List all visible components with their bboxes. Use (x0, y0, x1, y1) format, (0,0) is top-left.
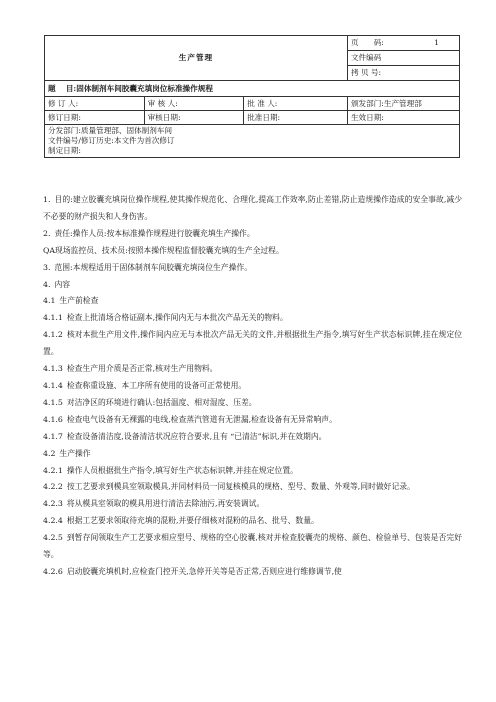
page-number-label: 页 码: (350, 38, 384, 47)
page-number-value: 1 (434, 38, 439, 47)
reviser-cell: 修 订 人: (45, 97, 145, 111)
copy-number-cell: 拷 贝 号: (347, 66, 459, 81)
approver-cell: 批 准 人: (244, 97, 348, 111)
distribution-departments: 分发部门:质量管理部、固体制剂车间 (48, 126, 173, 135)
list-item: 4.1.6 检查电气设备有无裸露的电线,检查蒸汽管道有无泄漏,检查设备有无异常响声。 (43, 414, 337, 424)
list-item: 4.2.5 到暂存间领取生产工艺要求相应型号、规格的空心胶囊,核对并检查胶囊壳的规格、颜色、检验单号、包装是否完好等。 (43, 533, 462, 560)
list-item: 4.1.7 检查设备清洁度,设备清洁状况应符合要求,且有 “已清洁”标识,并在效期内。 (43, 431, 327, 441)
list-item: 4.2.6 启动胶囊充填机时,应检查门控开关,急停开关等是否正常,否则应进行维修调节,使 (43, 566, 342, 576)
section-pre-production-check: 4.1 生产前检查 (43, 296, 99, 306)
section-responsibility: 2. 责任:操作人员:按本标准操作规程进行胶囊充填生产操作。 (43, 228, 255, 238)
document-body (43, 192, 462, 581)
list-item: 4.2.2 按工艺要求到模具室领取模具,并同材料员一同复核模具的规格、型号、数量、外观等,同时做好记录。 (43, 482, 415, 492)
list-item: 4.2.4 根据工艺要求领取待充填的混粉,并要仔细核对混粉的品名、批号、数量。 (43, 516, 319, 526)
section-purpose: 1. 目的:建立胶囊充填岗位操作规程,使其操作规范化、合理化,提高工作效率,防止差错,防止造规操作造成的安全事故,减少不必要的财产损失和人身伤害。 (43, 195, 462, 221)
prepared-date: 制定日期: (48, 146, 81, 155)
approval-date-cell: 批准日期: (244, 111, 348, 125)
list-item: 4.1.3 检查生产用介质是否正常,核对生产用物料。 (43, 364, 218, 374)
review-date-cell: 审核日期: (144, 111, 244, 125)
document-header-table (44, 35, 460, 158)
list-item: 4.1.4 检查称重设施、本工序所有使用的设备可正常使用。 (43, 380, 247, 390)
list-item: 4.2.1 操作人员根据批生产指令,填写好生产状态标识牌,并挂在规定位置。 (43, 465, 298, 475)
list-item: 4.1.1 检查上批清场合格证副本,操作间内无与本批次产品无关的物料。 (43, 313, 288, 323)
company-department-title: 生产管理 (45, 36, 348, 81)
effective-date-cell: 生效日期: (347, 111, 459, 125)
distribution-cell (45, 125, 460, 158)
issuing-department-cell: 颁发部门:生产管理部 (347, 97, 459, 111)
revision-date-cell: 修订日期: (45, 111, 145, 125)
revision-history: 文件编号/修订历史:本文件为首次修订 (48, 136, 175, 145)
section-content: 4. 内容 (43, 279, 71, 289)
list-item: 4.2.3 将从模具室领取的模具用进行清洁去除油污,再安装调试。 (43, 499, 265, 509)
section-production-operation: 4.2 生产操作 (43, 448, 91, 458)
list-item: 4.1.2 核对本批生产用文件,操作间内应无与本批次产品无关的文件,并根据批生产指令,填写好生产状态标识牌,挂在规定位置。 (43, 330, 462, 357)
section-responsibility-qa: QA现场监控员、技术员:按照本操作规程监督胶囊充填的生产全过程。 (43, 245, 284, 255)
document-code-cell: 文件编码 (347, 51, 459, 66)
list-item: 4.1.5 对洁净区的环境进行确认:包括温度、相对湿度、压差。 (43, 397, 257, 407)
page-number-cell (347, 36, 459, 51)
document-title: 题 目:固体制剂车间胶囊充填岗位标准操作规程 (45, 81, 460, 97)
section-scope: 3. 范围:本规程适用于固体制剂车间胶囊充填岗位生产操作。 (43, 262, 252, 272)
reviewer-cell: 审 核 人: (144, 97, 244, 111)
